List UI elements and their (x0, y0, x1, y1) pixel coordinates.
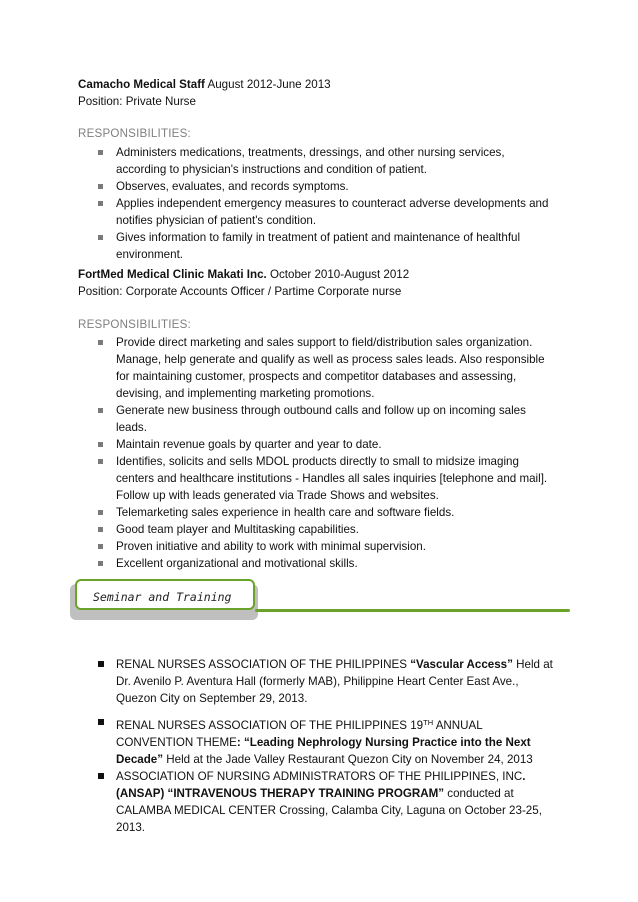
list-item: Identifies, solicits and sells MDOL products directly to small to midsize imaging centers and healthcare institutions - Handles all sales inquiries [telephone and mail]. Follow up with leads generated via Trade Shows and websites. (96, 453, 556, 504)
list-item: Observes, evaluates, and records symptoms. (96, 178, 556, 195)
section-divider (255, 609, 570, 612)
job-entry-camacho (78, 76, 568, 110)
responsibilities-heading: RESPONSIBILITIES: (78, 127, 191, 140)
seminar-title: . (ANSAP) “INTRAVENOUS THERAPY TRAINING PROGRAM” (116, 770, 526, 800)
section-banner (75, 579, 255, 610)
job-dates: August 2012-June 2013 (204, 78, 331, 91)
job-entry-fortmed (78, 266, 568, 300)
job-dates: October 2010-August 2012 (266, 268, 410, 281)
seminar-title: : “Leading Nephrology Nursing Practice into the Next Decade” (116, 736, 531, 766)
list-item: Maintain revenue goals by quarter and year to date. (96, 436, 556, 453)
job-position: Position: Private Nurse (78, 95, 196, 108)
list-item: Proven initiative and ability to work with minimal supervision. (96, 538, 556, 555)
list-item: Good team player and Multitasking capabilities. (96, 521, 556, 538)
seminar-list (96, 656, 556, 707)
seminar-item (96, 656, 556, 707)
seminar-details: conducted at CALAMBA MEDICAL CENTER Crossing, Calamba City, Laguna on October 23-25, 2013. (116, 787, 542, 834)
job-title-line (78, 76, 568, 93)
responsibilities-list (96, 334, 556, 572)
seminar-org: ASSOCIATION OF NURSING ADMINISTRATORS OF THE PHILIPPINES, INC (116, 770, 523, 783)
list-item: Administers medications, treatments, dressings, and other nursing services, according to physician's instructions and condition of patient. (96, 144, 556, 178)
list-item: Excellent organizational and motivational skills. (96, 555, 556, 572)
list-item: Gives information to family in treatment of patient and maintenance of healthful environment. (96, 229, 556, 263)
seminar-event: ANNUAL CONVENTION THEME (116, 719, 483, 749)
responsibilities-heading: RESPONSIBILITIES: (78, 318, 191, 331)
seminar-details: Held at Dr. Avenilo P. Aventura Hall (formerly MAB), Philippine Heart Center East Ave., Quezon City on September 29, 2013. (116, 658, 553, 705)
seminar-list (96, 714, 556, 836)
employer-name: Camacho Medical Staff (78, 78, 205, 91)
seminar-details: Held at the Jade Valley Restaurant Quezon City on November 24, 2013 (163, 753, 533, 766)
seminar-item (96, 768, 556, 836)
seminar-item (96, 714, 556, 768)
seminar-org: RENAL NURSES ASSOCIATION OF THE PHILIPPINES 19 (116, 719, 424, 732)
employer-name: FortMed Medical Clinic Makati Inc. (78, 268, 267, 281)
ordinal-suffix: TH (423, 718, 434, 727)
section-title: Seminar and Training (93, 590, 232, 604)
seminar-org: RENAL NURSES ASSOCIATION OF THE PHILIPPINES (116, 658, 411, 671)
seminar-title: “Vascular Access” (410, 658, 513, 671)
list-item: Generate new business through outbound calls and follow up on incoming sales leads. (96, 402, 556, 436)
job-position: Position: Corporate Accounts Officer / Partime Corporate nurse (78, 285, 402, 298)
list-item: Telemarketing sales experience in health care and software fields. (96, 504, 556, 521)
job-title-line (78, 266, 568, 283)
list-item: Applies independent emergency measures to counteract adverse developments and notifies physician of patient's condition. (96, 195, 556, 229)
responsibilities-list (96, 144, 556, 263)
list-item: Provide direct marketing and sales support to field/distribution sales organization. Manage, help generate and qualify as well as process sales leads. Also responsible for maintaining customer, prospects and competitor databases and assessing, devising, and implementing marketing promotions. (96, 334, 556, 402)
